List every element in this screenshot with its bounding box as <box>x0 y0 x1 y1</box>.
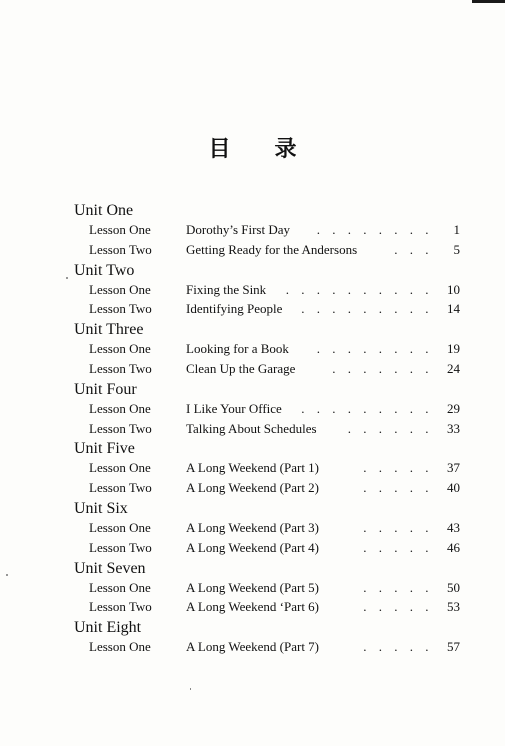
lesson-title: A Long Weekend (Part 5) <box>186 579 320 595</box>
page-edge-mark <box>472 0 505 3</box>
lesson-label: Lesson Two <box>89 599 152 615</box>
dot-leader: . . . . . <box>363 519 433 535</box>
unit-heading <box>0 200 505 220</box>
lesson-title: Talking About Schedules <box>186 420 317 436</box>
dot-leader: . . . . . . . . . <box>301 301 433 317</box>
unit-heading <box>0 498 505 518</box>
page-number: 37 <box>447 460 460 476</box>
lesson-label: Lesson Two <box>89 420 152 436</box>
toc-entry[interactable] <box>0 280 505 300</box>
dot-leader: . . . . . . . . . <box>301 400 433 416</box>
unit-label: Unit Five <box>74 440 135 458</box>
lesson-title: A Long Weekend (Part 3) <box>186 519 320 535</box>
page-number: 29 <box>447 400 460 416</box>
lesson-title: Getting Ready for the Andersons <box>186 241 358 257</box>
lesson-label: Lesson One <box>89 341 151 357</box>
lesson-title: A Long Weekend ‘Part 6) <box>186 599 320 615</box>
lesson-label: Lesson One <box>89 400 151 416</box>
toc-entry[interactable] <box>0 399 505 419</box>
toc-entry[interactable] <box>0 299 505 319</box>
lesson-title: Fixing the Sink <box>186 281 267 297</box>
lesson-label: Lesson One <box>89 579 151 595</box>
toc-entry[interactable] <box>0 518 505 538</box>
lesson-title: A Long Weekend (Part 1) <box>186 460 320 476</box>
unit-heading <box>0 319 505 339</box>
page-number: 1 <box>453 222 460 237</box>
page-number: 24 <box>447 360 460 376</box>
toc-entry[interactable] <box>0 597 505 617</box>
lesson-title: A Long Weekend (Part 7) <box>186 639 320 655</box>
toc-entry[interactable] <box>0 359 505 379</box>
dot-leader: . . . . . . . <box>332 360 433 376</box>
unit-heading <box>0 617 505 637</box>
lesson-title: A Long Weekend (Part 4) <box>186 539 320 555</box>
lesson-label: Lesson One <box>89 639 151 655</box>
page-number: 46 <box>447 539 460 555</box>
dot-leader: . . . . . <box>363 480 433 496</box>
dot-leader: . . . . . . . . <box>316 341 433 357</box>
lesson-title: I Like Your Office <box>186 400 282 416</box>
scan-speck <box>66 277 68 279</box>
toc-entry[interactable] <box>0 637 505 657</box>
unit-heading <box>0 260 505 280</box>
unit-heading <box>0 558 505 578</box>
lesson-label: Lesson One <box>89 519 151 535</box>
dot-leader: . . . . . <box>363 539 433 555</box>
lesson-title: Dorothy’s First Day <box>186 222 290 237</box>
unit-label: Unit Four <box>74 380 137 398</box>
dot-leader: . . . . . . . . . . <box>285 281 433 297</box>
dot-leader: . . . . . <box>363 639 433 655</box>
lesson-label: Lesson Two <box>89 301 152 317</box>
scan-speck <box>190 688 191 690</box>
toc-entry[interactable] <box>0 458 505 478</box>
lesson-label: Lesson Two <box>89 360 152 376</box>
unit-label: Unit Two <box>74 261 135 279</box>
lesson-label: Lesson One <box>89 460 151 476</box>
lesson-label: Lesson Two <box>89 539 152 555</box>
unit-label: Unit Eight <box>74 619 142 637</box>
lesson-title: A Long Weekend (Part 2) <box>186 480 320 496</box>
dot-leader: . . . . . <box>363 579 433 595</box>
page-number: 14 <box>447 301 460 317</box>
toc-entry[interactable] <box>0 578 505 598</box>
dot-leader: . . . . . . . . <box>316 222 433 237</box>
dot-leader: . . . <box>394 241 433 257</box>
page-number: 43 <box>447 519 460 535</box>
unit-heading <box>0 379 505 399</box>
dot-leader: . . . . . <box>363 599 433 615</box>
toc-entry[interactable] <box>0 220 505 240</box>
page-number: 33 <box>447 420 460 436</box>
unit-label: Unit One <box>74 202 134 219</box>
lesson-label: Lesson One <box>89 222 151 237</box>
page-number: 50 <box>447 579 460 595</box>
page-number: 53 <box>447 599 460 615</box>
unit-label: Unit Seven <box>74 559 146 577</box>
unit-label: Unit Six <box>74 499 128 517</box>
lesson-label: Lesson Two <box>89 241 152 257</box>
toc-entry[interactable] <box>0 419 505 439</box>
lesson-label: Lesson One <box>89 281 151 297</box>
toc-entry[interactable] <box>0 339 505 359</box>
unit-heading <box>0 438 505 458</box>
toc-entry[interactable] <box>0 538 505 558</box>
dot-leader: . . . . . <box>363 460 433 476</box>
page-number: 10 <box>447 281 460 297</box>
title-char-left: 目 <box>208 137 231 162</box>
lesson-title: Identifying People <box>186 301 283 317</box>
unit-label: Unit Three <box>74 321 144 339</box>
page-number: 19 <box>447 341 460 357</box>
page-number: 57 <box>447 639 460 655</box>
page-title <box>0 130 505 170</box>
lesson-title: Looking for a Book <box>186 341 289 357</box>
dot-leader: . . . . . . <box>347 420 433 436</box>
toc-entry[interactable] <box>0 478 505 498</box>
lesson-title: Clean Up the Garage <box>186 360 296 376</box>
toc-entry[interactable] <box>0 240 505 260</box>
scan-speck <box>6 574 8 576</box>
lesson-label: Lesson Two <box>89 480 152 496</box>
page-number: 40 <box>447 480 460 496</box>
table-of-contents <box>0 200 505 657</box>
title-char-right: 录 <box>274 137 297 162</box>
page-number: 5 <box>453 241 460 257</box>
